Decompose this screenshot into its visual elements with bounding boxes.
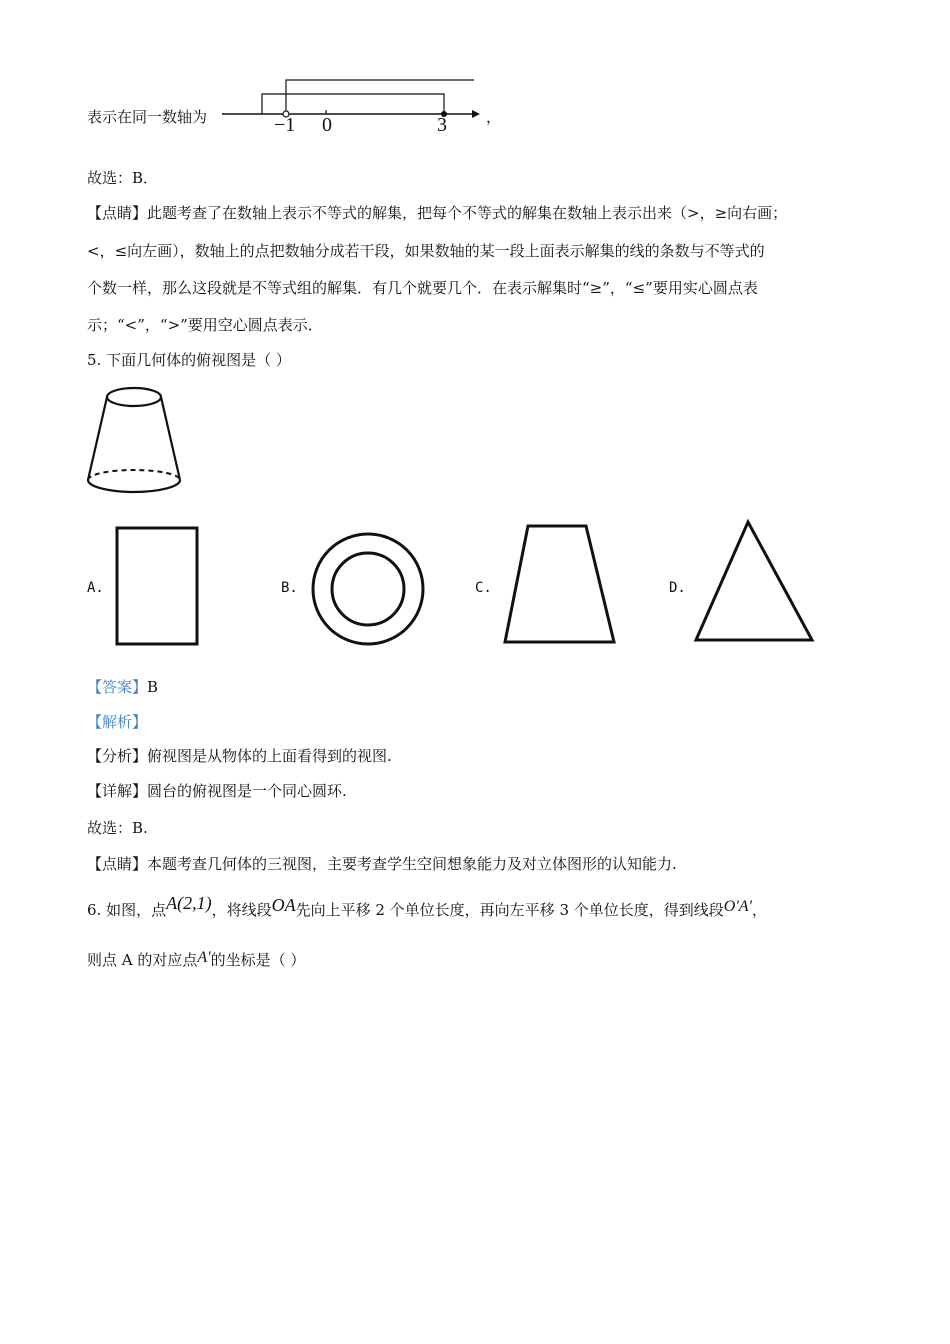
numberline-suffix: ， — [486, 108, 502, 126]
analysis-tag: 【解析】 — [87, 713, 148, 731]
q4-dianjing-line2: <，≤向左画），数轴上的点把数轴分成若干段，如果数轴的某一段上面表示解集的线的条数与不等式的 — [87, 242, 765, 260]
option-b-concentric-circles — [308, 530, 430, 652]
q6-line2-b: 的坐标是（ ） — [210, 951, 306, 969]
option-c-label: C. — [475, 580, 492, 596]
q4-dianjing-line4: 示；“<”，“>”要用空心圆点表示． — [87, 316, 323, 334]
q6-line2-a: 则点 A 的对应点 — [87, 951, 198, 969]
q5-dianjing: 【点睛】本题考查几何体的三视图，主要考查学生空间想象能力及对立体图形的认知能力. — [87, 855, 677, 873]
option-a-rectangle — [112, 525, 202, 647]
q6-stem-d: ， — [751, 901, 767, 919]
q5-xiangjie: 【详解】圆台的俯视图是一个同心圆环. — [87, 782, 347, 800]
answer-tag: 【答案】 — [87, 678, 148, 696]
option-b-label: B. — [281, 580, 298, 596]
q4-choose: 故选：B． — [87, 169, 159, 187]
q6-stem-line2 — [87, 949, 305, 970]
option-d-label: D. — [669, 580, 686, 596]
q4-dianjing-line1: 【点睛】此题考查了在数轴上表示不等式的解集，把每个不等式的解集在数轴上表示出来（>，≥向右画； — [87, 204, 788, 222]
tick-label-minus1: −1 — [274, 114, 296, 136]
point-a-coord: A(2,1) — [166, 893, 212, 913]
q5-fenxi: 【分析】俯视图是从物体的上面看得到的视图. — [87, 747, 392, 765]
q6-stem-line1 — [87, 893, 767, 920]
q6-stem-a: 6. 如图，点 — [87, 901, 167, 919]
tick-label-0: 0 — [322, 114, 332, 136]
numberline-prefix: 表示在同一数轴为 — [87, 108, 208, 126]
option-d-triangle — [692, 518, 820, 644]
segment-oa-prime: O'A' — [723, 898, 752, 915]
point-a-prime: A' — [197, 949, 211, 966]
segment-oa: OA — [271, 895, 296, 915]
q4-dianjing-line3: 个数一样，那么这段就是不等式组的解集．有几个就要几个．在表示解集时“≥”，“≤”要用实心圆点表 — [87, 279, 758, 297]
q5-answer — [87, 676, 158, 697]
option-c-trapezoid — [500, 522, 622, 648]
q6-stem-b: ，将线段 — [211, 901, 272, 919]
tick-label-3: 3 — [437, 114, 447, 136]
option-a-label: A. — [87, 580, 104, 596]
answer-value: B — [147, 678, 159, 696]
frustum-figure — [86, 385, 186, 497]
q5-stem: 5. 下面几何体的俯视图是（ ） — [87, 351, 291, 369]
q6-stem-c: 先向上平移 2 个单位长度，再向左平移 3 个单位长度，得到线段 — [295, 901, 724, 919]
q5-choose: 故选：B. — [87, 819, 148, 837]
